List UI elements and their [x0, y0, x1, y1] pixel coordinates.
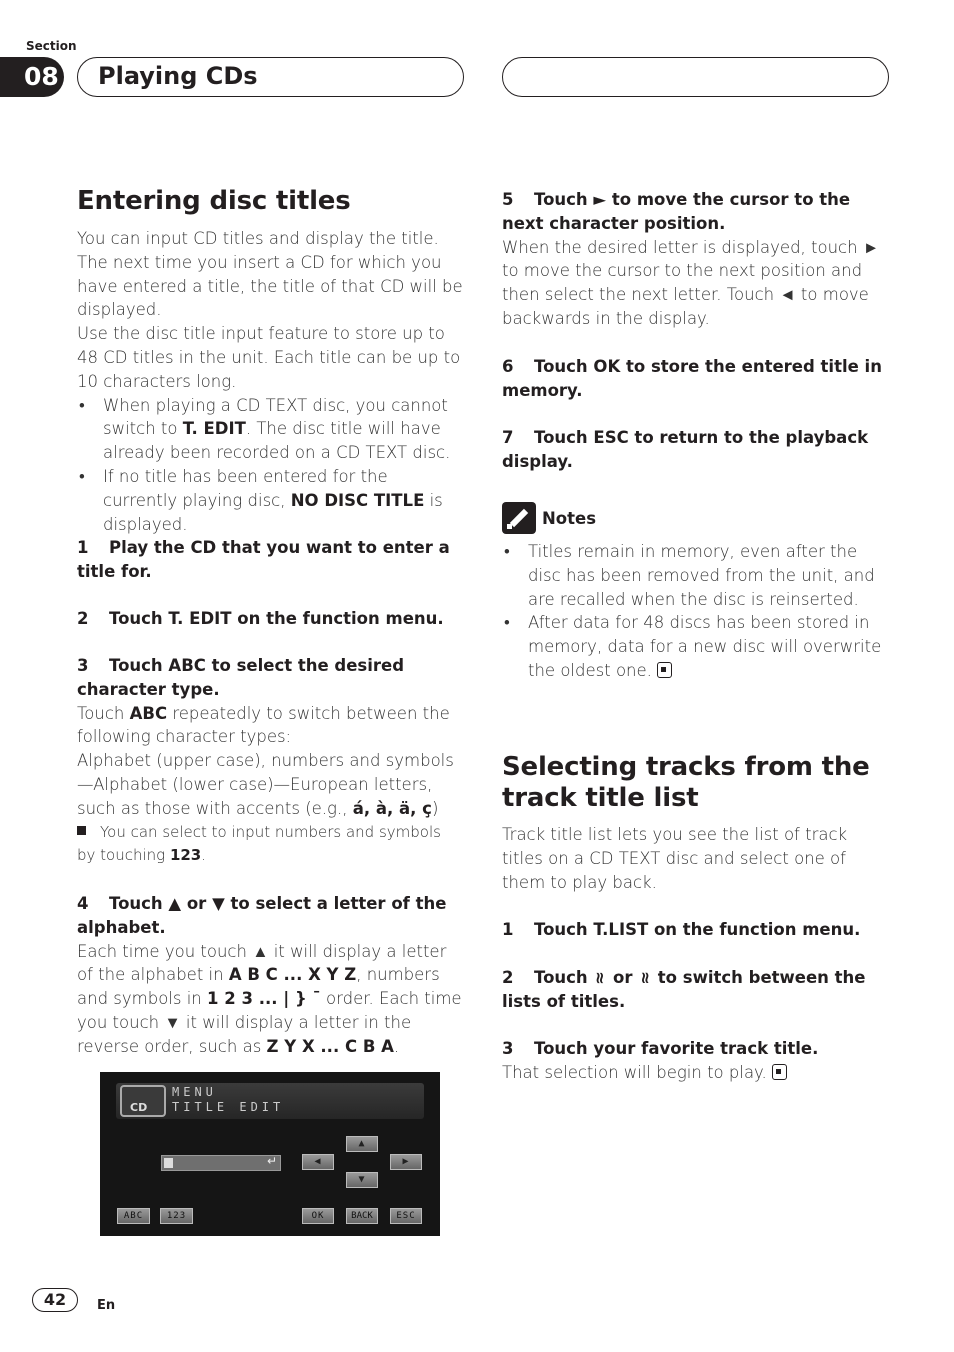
step-text: Play the CD that you want to enter a title for. — [77, 538, 450, 581]
bold-term: 123 — [169, 846, 202, 865]
track-step-3-paragraph — [502, 1061, 890, 1085]
ok-key: OK — [302, 1208, 334, 1224]
end-mark-icon — [772, 1064, 787, 1080]
text: , numbers and symbols in — [77, 965, 440, 1009]
bold-term: NO DISC TITLE — [290, 490, 425, 510]
down-arrow-key: ▼ — [346, 1172, 378, 1188]
text: Each time you touch ▲ it will display a letter of the alphabet in — [77, 941, 447, 985]
bullet-text: When playing a CD TEXT disc, you cannot switch to — [103, 395, 448, 439]
heading-selecting-tracks: Selecting tracks from the track title list — [502, 752, 870, 813]
step-number: 7 — [502, 428, 514, 447]
text: That selection will begin to play. — [502, 1062, 767, 1082]
step-3-block — [77, 654, 464, 868]
bullet-item — [77, 394, 464, 465]
page-down-icon: ≈ — [636, 970, 656, 985]
pencil-note-icon — [502, 502, 536, 534]
step-3-paragraph — [77, 702, 464, 750]
track-step-3 — [502, 1037, 890, 1061]
bullet-text: . The disc title will have already been recorded on a CD TEXT disc. — [103, 419, 451, 463]
step-number: 2 — [77, 609, 89, 628]
text: order. Each time you touch ▼ it will display a letter in the reverse order, such as — [77, 989, 462, 1056]
notes-title: Notes — [542, 508, 597, 528]
right-arrow-key: ▶ — [390, 1154, 422, 1170]
cd-logo-icon — [120, 1085, 166, 1117]
logo-text: CD — [130, 1101, 148, 1114]
bullet-list — [77, 394, 464, 537]
step-text: Touch T. EDIT on the function menu. — [109, 609, 444, 628]
bold-term: ABC — [129, 703, 168, 723]
notes-list — [502, 540, 890, 683]
step-number: 1 — [502, 920, 514, 939]
track-step-1 — [502, 918, 890, 942]
title-edit-screen-image — [100, 1072, 440, 1236]
step-text: Touch — [534, 968, 594, 987]
bold-term: 1 2 3 ... | } ¯ — [207, 989, 321, 1009]
intro-block — [77, 227, 464, 536]
language-label: En — [97, 1298, 116, 1313]
step-number: 3 — [77, 656, 89, 675]
step-1 — [77, 536, 464, 584]
track-step-2 — [502, 966, 890, 1014]
step-6 — [502, 355, 890, 403]
screen-line-1: MENU — [172, 1085, 217, 1099]
abc-key: ABC — [117, 1208, 150, 1224]
track-list-intro: Track title list lets you see the list of track titles on a CD TEXT disc and select one of them to play back. — [502, 825, 848, 892]
note-item: • Titles remain in memory, even after the disc has been removed from the unit, and are recalled when the disc is reinserted. — [502, 540, 890, 611]
bullet-item — [77, 465, 464, 536]
step-text: Touch your favorite track title. — [534, 1039, 819, 1058]
page-up-icon: ≈ — [590, 970, 610, 985]
bold-term: A B C ... X Y Z — [228, 965, 357, 985]
intro-paragraph: You can input CD titles and display the title. The next time you insert a CD for which you have entered a title, the title of that CD will be displayed. — [77, 229, 463, 320]
step-text: Touch ► to move the cursor to the next character position. — [502, 190, 851, 233]
step-4-block — [77, 892, 464, 1059]
text: After data for 48 discs has been stored in memory, data for a new disc will overwrite the oldest one. — [528, 613, 882, 680]
step-5-paragraph: When the desired letter is displayed, touch ► to move the cursor to the next position and then select the next letter. Touch ◄ to move backwards in the display. — [502, 237, 880, 328]
step-5 — [502, 188, 890, 236]
step-text: Touch ▲ or ▼ to select a letter of the alphabet. — [77, 894, 447, 937]
section-number-badge: 08 — [0, 57, 64, 97]
123-key: 123 — [160, 1208, 193, 1224]
step-7 — [502, 426, 890, 474]
step-number: 6 — [502, 357, 514, 376]
header-blank-pill — [502, 57, 889, 97]
bullet-text: is displayed. — [103, 490, 443, 534]
step-4-paragraph — [77, 940, 464, 1059]
step-5-block — [502, 188, 890, 331]
bold-term: T. EDIT — [182, 419, 246, 439]
bold-term: Z Y X ... C B A — [266, 1036, 394, 1056]
up-arrow-key: ▲ — [346, 1136, 378, 1152]
page-number: 42 — [32, 1288, 78, 1312]
notes-header — [502, 502, 596, 534]
intro-paragraph-2: Use the disc title input feature to store up to 48 CD titles in the unit. Each title can be up to 10 characters long. — [77, 324, 461, 391]
text: repeatedly to switch between the following character types: — [77, 703, 450, 747]
step-number: 5 — [502, 190, 514, 209]
step-3 — [77, 654, 464, 702]
chapter-title: Playing CDs — [77, 57, 464, 97]
screen-menu-text — [172, 1085, 284, 1115]
track-step-3-block — [502, 1037, 890, 1085]
text: . — [201, 846, 207, 865]
note-item — [502, 611, 890, 682]
step-text: Touch ESC to return to the playback display. — [502, 428, 869, 471]
step-text: to switch between the lists of titles. — [502, 968, 866, 1011]
step-2 — [77, 607, 464, 631]
bullet-text: If no title has been entered for the currently playing disc, — [103, 466, 388, 510]
end-mark-icon — [657, 662, 672, 678]
title-entry-field — [161, 1155, 281, 1171]
back-key: BACK — [346, 1208, 378, 1224]
text: You can select to input numbers and symbols by touching — [77, 822, 441, 865]
bold-term: á, à, ä, ç — [352, 798, 432, 818]
esc-key: ESC — [390, 1208, 422, 1224]
screen-line-2: TITLE EDIT — [172, 1100, 285, 1114]
enter-icon: ↵ — [266, 1154, 277, 1168]
step-number: 1 — [77, 538, 89, 557]
step-3-note — [77, 821, 464, 869]
heading-entering-disc-titles: Entering disc titles — [77, 186, 351, 216]
step-4 — [77, 892, 464, 940]
text: Touch — [77, 703, 130, 723]
step-number: 2 — [502, 968, 514, 987]
step-text: Touch ABC to select the desired character type. — [77, 656, 405, 699]
text: Alphabet (upper case), numbers and symbols—Alphabet (lower case)—European letters, such as those with accents (e.g., — [77, 751, 454, 818]
left-arrow-key: ◀ — [302, 1154, 334, 1170]
square-bullet-icon — [77, 826, 86, 835]
section-label: Section — [26, 39, 77, 53]
text: . — [393, 1036, 400, 1056]
step-3-paragraph-2 — [77, 749, 464, 820]
text: ) — [431, 798, 439, 818]
step-text: Touch OK to store the entered title in memory. — [502, 357, 882, 400]
step-number: 4 — [77, 894, 89, 913]
step-number: 3 — [502, 1039, 514, 1058]
step-text: Touch T.LIST on the function menu. — [534, 920, 861, 939]
step-text: or — [607, 968, 639, 987]
